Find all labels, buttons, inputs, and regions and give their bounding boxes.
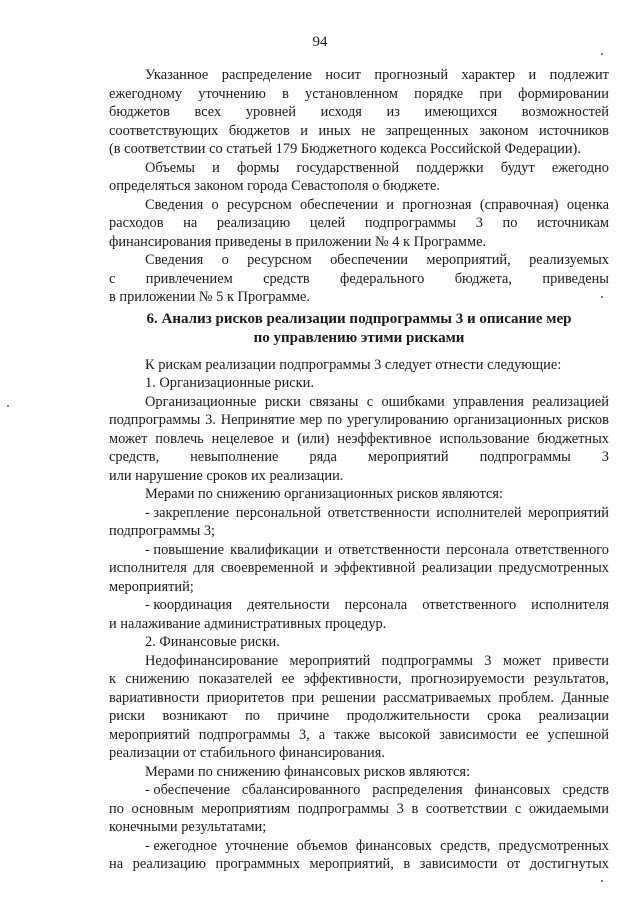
word: целей [309,215,346,231]
word: персонала [446,542,509,558]
measure2a-line2 [109,800,609,819]
word: бюджетов [109,104,170,120]
word: распределение [221,67,312,83]
word: поддержки [416,160,484,176]
word: ответственного [515,542,609,558]
word: 3 [601,449,609,465]
word: Данные [561,690,609,706]
measure2a-line1 [145,781,609,800]
word: исполнителя [531,597,609,613]
word: ее [525,727,539,743]
word: мероприятий [109,727,190,743]
word: с [366,394,374,410]
measure2b-line1 [145,837,609,856]
word: о [211,197,219,213]
word: установленном [305,86,398,102]
word: мер [299,412,323,428]
word: с [514,801,522,817]
word: объемов [296,838,348,854]
word: на [183,215,198,231]
measure1a-line1 [145,504,609,523]
measure2a-line3: конечными результатами; [109,819,267,835]
word: мероприятий [289,653,371,669]
word: приведены [542,271,609,287]
measure2b-line2 [109,855,609,874]
para3-line3: финансирования приведены в приложении № 4 к Программе. [109,234,487,250]
word: подпрограммы [364,215,457,231]
word: подпрограммы [198,727,291,743]
word: сбалансированного [241,782,361,798]
word: мероприятий [528,505,609,521]
word: ответственности [338,542,441,558]
para1-line1 [145,66,609,85]
word: успешной [547,727,609,743]
word: финансовых [355,838,432,854]
scan-speck [601,880,603,882]
word: средств, [109,449,160,465]
para5-line1 [145,393,609,412]
word: обеспечении [330,252,409,268]
word: исполнителей [436,505,522,521]
word: в [411,801,419,817]
word: Непринятие [220,412,295,428]
word: (или) [297,431,330,447]
section-heading-line1: 6. Анализ рисков реализации подпрограммы 3 и описание мер [146,311,572,327]
word: риски [109,708,145,724]
word: финансовых [474,782,551,798]
word: для [193,560,215,576]
word: соответствующих [109,123,219,139]
word: управления [453,394,524,410]
para6-line6: реализации от стабильного финансирования. [109,745,385,761]
word: программных [215,856,300,872]
para4-line3: в приложении № 5 к Программе. [109,289,311,305]
word: федерального [340,271,425,287]
word: исходя [320,104,362,120]
word: - координация [145,597,233,613]
word: подпрограммы [381,653,473,669]
word: запрещенных [385,123,469,139]
word: и [324,542,333,558]
word: носит [325,67,361,83]
word: предусмотренных [498,560,609,576]
word: ошибками [381,394,445,410]
para1-line4 [109,122,609,141]
word: 3. [205,412,216,428]
word: средств, [440,838,491,854]
para5-line4 [109,448,609,467]
word: Объемы [145,160,195,176]
word: 3, [298,727,310,743]
word: по [327,412,343,428]
word: причине [277,708,330,724]
word: зависимости [419,856,498,872]
word: достигнутых [529,856,609,872]
para1-line5: (в соответствии со статьей 179 Бюджетного кодекса Российской Федерации). [109,141,581,157]
para6-line3 [109,689,609,708]
word: реализации [538,708,609,724]
word: может [502,653,542,669]
word: квалификации [230,542,319,558]
word: ответственного [422,597,517,613]
word: о [221,252,229,268]
para1-line2 [109,85,609,104]
word: снижению [125,671,190,687]
word: бюджетных [537,431,609,447]
word: привести [552,653,609,669]
word: средств [562,782,609,798]
word: - ежегодное [145,838,218,854]
word: подпрограммы [479,449,571,465]
word: источников [539,123,609,139]
word: предусмотренных [498,838,609,854]
word: в [403,856,411,872]
word: своевременной [220,560,314,576]
word: государственной [296,160,400,176]
word: мероприятий, [426,252,511,268]
word: ее [281,671,295,687]
word: персонала [344,597,408,613]
word: оценка [566,197,609,213]
word: показателей [198,671,273,687]
word: подпрограммы [109,412,201,428]
para6-line5 [109,726,609,745]
word: использование [439,431,530,447]
word: может [109,431,148,447]
scan-speck [601,53,603,55]
word: ежегодному [109,86,183,102]
word: и [300,123,308,139]
word: организационных [453,412,563,428]
para1-line3 [109,103,609,122]
word: проблем. [498,690,554,706]
word: решении [321,690,376,706]
word: от [506,856,521,872]
word: обеспечении [300,197,378,213]
word: связаны [309,394,359,410]
word: - закрепление [145,505,230,521]
word: высокой [379,727,431,743]
word: всех [194,104,222,120]
word: будут [500,160,535,176]
word: персональной [235,505,322,521]
word: - повышение [145,542,225,558]
word: бюджетов [228,123,290,139]
word: уточнение [225,838,289,854]
word: подлежит [549,67,609,83]
word: риски [264,394,301,410]
word: 3 [396,801,404,817]
word: распределения [372,782,463,798]
word: Указанное [145,67,209,83]
measures2-intro: Мерами по снижению финансовых рисков являются: [145,764,470,780]
measure1c-line2: и налаживание административных процедур. [109,616,387,632]
para3-line1 [145,196,609,215]
para5-line5: или нарушение сроков их реализации. [109,468,344,484]
word: реализуемых [529,252,609,268]
section-heading-line2: по управлению этими рисками [253,330,465,346]
word: неэффективное [337,431,432,447]
word: невыполнение [190,449,279,465]
word: нецелевое [211,431,274,447]
word: по [245,708,260,724]
word: мероприятий, [309,856,394,872]
word: ресурсном [247,252,312,268]
word: не [361,123,376,139]
page-number: 94 [312,34,328,50]
word: ряда [309,449,337,465]
word: Сведения [145,252,204,268]
word: эффективности, [303,671,402,687]
word: мероприятиям [201,801,291,817]
word: по [502,215,518,231]
measure1a-line2: подпрограммы 3; [109,523,216,539]
word: зависимости [439,727,517,743]
word: возможностей [521,104,609,120]
word: по [109,801,124,817]
scan-speck [601,296,603,298]
para3-line2 [109,214,609,233]
word: ожидаемыми [528,801,609,817]
word: исполнителя [109,560,187,576]
measure1b-line3: мероприятий; [109,579,194,595]
measure1c-line1 [145,596,609,615]
word: и [386,197,394,213]
word: рисков [567,412,609,428]
para5-line3 [109,430,609,449]
word: (справочная) [479,197,559,213]
risk1-title: 1. Организационные риски. [145,375,314,391]
word: прогнозная [402,197,472,213]
word: также [334,727,371,743]
word: характер [461,67,516,83]
word: средств [263,271,310,287]
word: - обеспечение [145,782,230,798]
word: срока [487,708,522,724]
para4-line2 [109,270,609,289]
word: прогнозный [374,67,449,83]
word: и [281,431,290,447]
word: основным [131,801,194,817]
word: ресурсном [227,197,292,213]
word: имеющихся [424,104,498,120]
word: порядке [414,86,464,102]
risks-intro: К рискам реализации подпрограммы 3 следует отнести следующие: [145,357,562,373]
risk2-title: 2. Финансовые риски. [145,634,280,650]
word: деятельности [247,597,330,613]
word: прогнозируемости [410,671,525,687]
word: и [320,560,328,576]
word: реализации [421,560,493,576]
word: реализацию [216,215,291,231]
word: Организационные [145,394,257,410]
word: повлечь [155,431,204,447]
word: рассматриваемых [383,690,492,706]
word: результатов, [533,671,609,687]
word: законом [479,123,529,139]
word: при [291,690,315,706]
word: с [109,271,116,287]
word: к [109,671,116,687]
word: бюджета, [454,271,512,287]
word: а [318,727,326,743]
word: реализацией [532,394,609,410]
word: на [109,856,124,872]
para6-line4 [109,707,609,726]
word: уточнению [198,86,266,102]
word: источникам [537,215,609,231]
word: ответственности [327,505,430,521]
word: вариативности [109,690,200,706]
para2-line1 [145,159,609,178]
word: подпрограммы [297,801,389,817]
measure1b-line1 [145,541,609,560]
word: приоритетов [206,690,285,706]
word: Сведения [145,197,204,213]
word: мероприятий [367,449,449,465]
word: и [528,67,537,83]
word: и [212,160,220,176]
word: иных [318,123,351,139]
word: продолжительности [346,708,470,724]
measure1b-line2 [109,559,609,578]
word: реализацию [132,856,207,872]
para4-line1 [145,251,609,270]
word: в [282,86,289,102]
word: формировании [518,86,609,102]
word: урегулированию [346,412,449,428]
word: расходов [109,215,164,231]
word: соответствии [425,801,508,817]
word: привлечением [145,271,233,287]
measures1-intro: Мерами по снижению организационных рисков являются: [145,486,503,502]
word: Недофинансирование [145,653,279,669]
word: из [386,104,400,120]
word: формы [237,160,280,176]
word: уровней [245,104,296,120]
word: возникают [162,708,228,724]
word: ежегодно [551,160,609,176]
word: при [479,86,502,102]
para2-line2: определяться законом города Севастополя о бюджете. [109,178,440,194]
para5-line2 [109,411,609,430]
word: эффективной [334,560,416,576]
para6-line2 [109,670,609,689]
para6-line1 [145,652,609,671]
word: 3 [475,215,483,231]
word: 3 [484,653,492,669]
scan-speck [7,405,9,407]
